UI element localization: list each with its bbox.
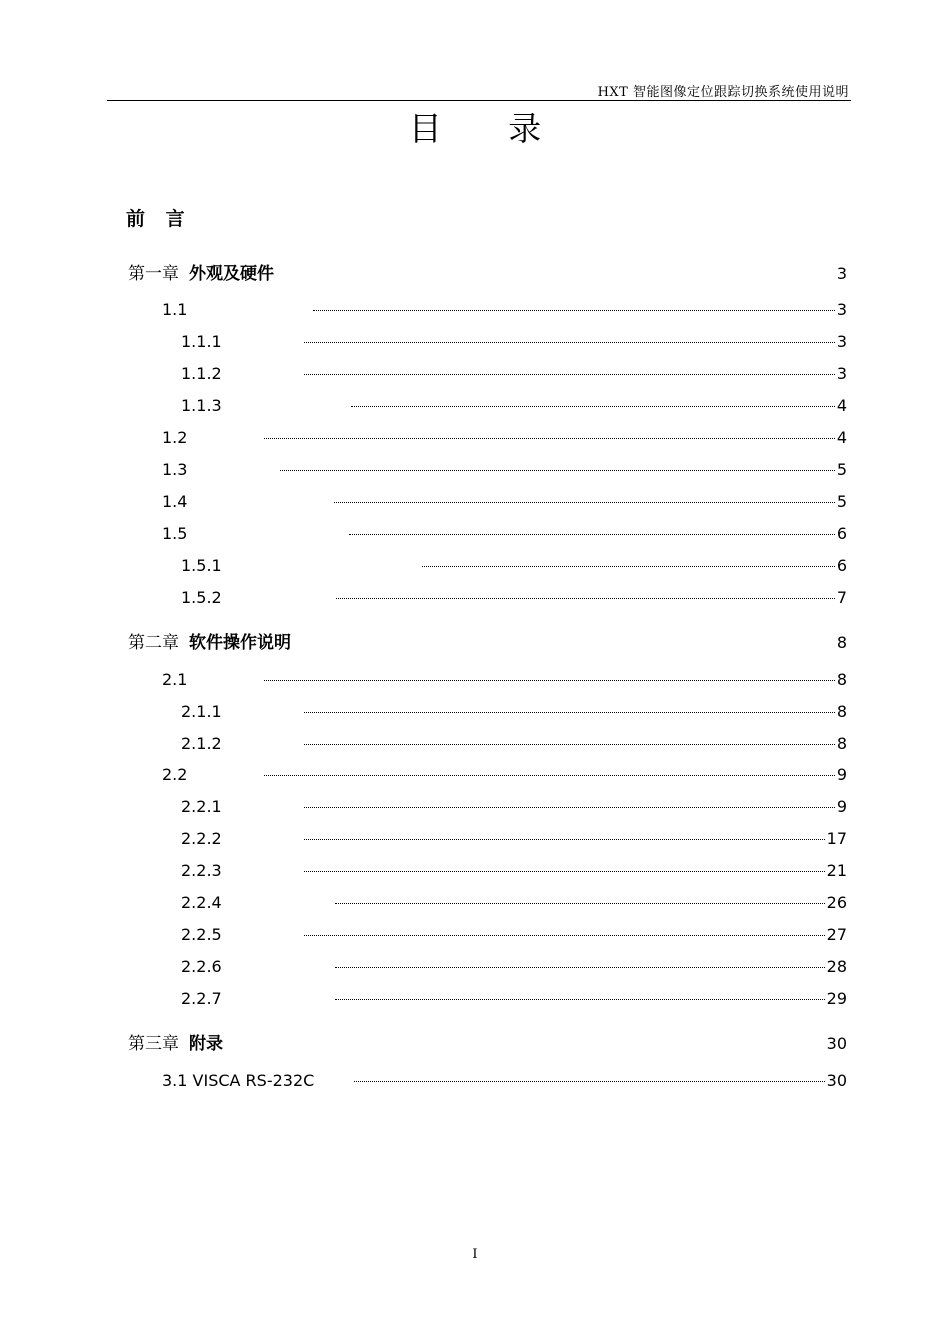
toc-chapter-3[interactable] [128,1029,847,1053]
dot-leader [304,342,835,343]
dot-leader [304,871,825,872]
toc-entry-2-1-1[interactable] [181,702,847,726]
dot-leader [354,1081,824,1082]
entry-page: 8 [836,702,847,721]
toc-chapter-1[interactable] [128,259,847,283]
entry-number: 1.1 [162,300,188,319]
chapter-number: 第一章 [128,264,179,284]
entry-page: 28 [826,957,847,976]
entry-number: 1.2 [162,428,188,447]
entry-page: 26 [826,893,847,912]
entry-page: 6 [836,524,847,543]
page-title: 目 录 [408,109,570,148]
entry-number: 2.1.1 [181,702,222,721]
toc-entry-2-2-4[interactable] [181,893,847,917]
entry-page: 3 [836,332,847,351]
entry-page: 4 [836,396,847,415]
entry-page: 17 [826,829,847,848]
dot-leader [351,406,835,407]
entry-page: 29 [826,989,847,1008]
entry-page: 9 [836,765,847,784]
toc-entry-1-5-2[interactable] [181,588,847,612]
chapter-title: 软件操作说明 [189,633,291,653]
entry-number: 1.1.3 [181,396,222,415]
dot-leader [304,744,835,745]
entry-number: 1.5.2 [181,588,222,607]
toc-entry-1-1[interactable] [162,300,847,324]
entry-number: 2.2.3 [181,861,222,880]
toc-entry-1-1-1[interactable] [181,332,847,356]
chapter-number: 第三章 [128,1034,179,1054]
dot-leader [335,999,825,1000]
entry-page: 4 [836,428,847,447]
toc-entry-2-2-3[interactable] [181,861,847,885]
toc-entry-1-3[interactable] [162,460,847,484]
dot-leader [280,470,834,471]
entry-number: 2.2.1 [181,797,222,816]
entry-page: 8 [836,734,847,753]
dot-leader [304,374,835,375]
toc-entry-3-1[interactable] [162,1071,847,1095]
toc-entry-2-2-2[interactable] [181,829,847,853]
entry-number: 2.2.6 [181,957,222,976]
entry-number: 2.2.2 [181,829,222,848]
toc-entry-1-5[interactable] [162,524,847,548]
entry-number: 1.3 [162,460,188,479]
toc-chapter-2[interactable] [128,628,847,652]
toc-entry-1-5-1[interactable] [181,556,847,580]
dot-leader [304,935,825,936]
chapter-page: 3 [836,264,847,283]
toc-entry-2-2-1[interactable] [181,797,847,821]
dot-leader [313,310,834,311]
dot-leader [335,967,825,968]
entry-number: 1.5 [162,524,188,543]
running-header: HXT 智能图像定位跟踪切换系统使用说明 [597,85,849,100]
entry-page: 5 [836,460,847,479]
entry-number: 2.2.4 [181,893,222,912]
entry-page: 27 [826,925,847,944]
entry-number: 1.1.1 [181,332,222,351]
dot-leader [349,534,834,535]
dot-leader [336,598,835,599]
toc-entry-2-2-5[interactable] [181,925,847,949]
entry-page: 30 [826,1071,847,1090]
dot-leader [304,839,825,840]
entry-page: 3 [836,364,847,383]
entry-number: 1.4 [162,492,188,511]
toc-entry-1-2[interactable] [162,428,847,452]
footer-page-number: I [472,1247,478,1262]
toc-entry-1-1-2[interactable] [181,364,847,388]
dot-leader [335,903,825,904]
entry-number: 2.2 [162,765,188,784]
entry-number: 2.1 [162,670,188,689]
entry-page: 9 [836,797,847,816]
entry-number: 1.5.1 [181,556,222,575]
entry-page: 5 [836,492,847,511]
dot-leader [264,438,834,439]
dot-leader [422,566,835,567]
entry-number: 3.1 VISCA RS-232C [162,1071,315,1090]
chapter-number: 第二章 [128,633,179,653]
entry-number: 2.2.7 [181,989,222,1008]
toc-entry-2-2[interactable] [162,765,847,789]
dot-leader [334,502,834,503]
dot-leader [264,775,834,776]
toc-entry-2-1[interactable] [162,670,847,694]
toc-entry-2-1-2[interactable] [181,734,847,758]
entry-page: 7 [836,588,847,607]
entry-page: 8 [836,670,847,689]
toc-entry-2-2-6[interactable] [181,957,847,981]
toc-entry-2-2-7[interactable] [181,989,847,1013]
toc-preface[interactable]: 前 言 [126,208,192,230]
dot-leader [304,712,835,713]
toc-entry-1-1-3[interactable] [181,396,847,420]
entry-number: 2.2.5 [181,925,222,944]
chapter-title: 外观及硬件 [189,264,274,284]
entry-page: 6 [836,556,847,575]
chapter-page: 30 [826,1034,847,1053]
toc-entry-1-4[interactable] [162,492,847,516]
entry-page: 21 [826,861,847,880]
entry-number: 2.1.2 [181,734,222,753]
entry-number: 1.1.2 [181,364,222,383]
dot-leader [304,807,835,808]
entry-page: 3 [836,300,847,319]
dot-leader [264,680,834,681]
chapter-page: 8 [836,633,847,652]
chapter-title: 附录 [189,1034,223,1054]
